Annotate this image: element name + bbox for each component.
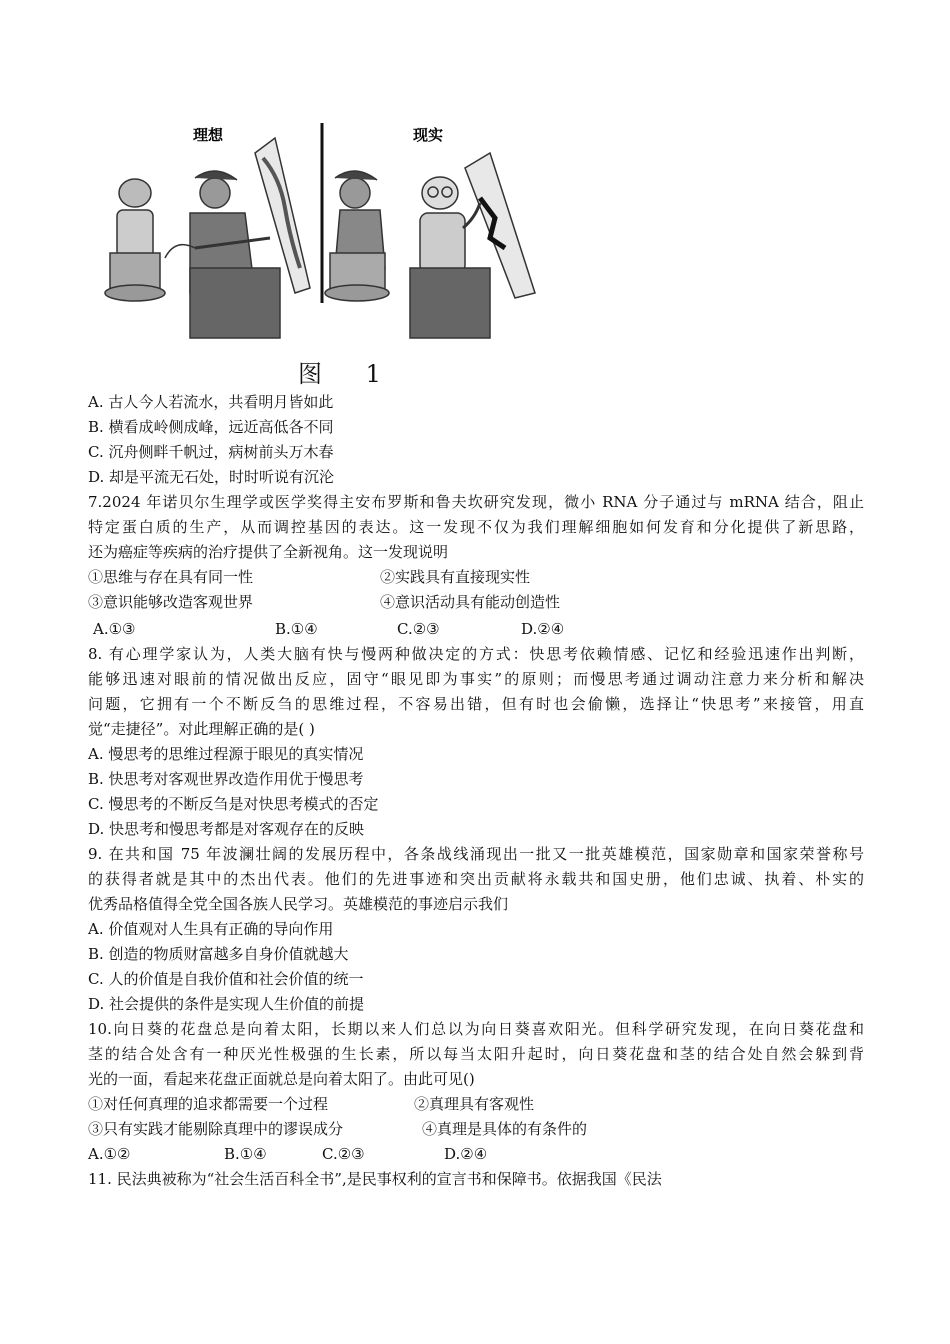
q7-stem-line-2: 特定蛋白质的生产，从而调控基因的表达。这一发现不仅为我们理解细胞如何发育和分化提供了新思路，	[88, 518, 864, 536]
cartoon-figure	[95, 118, 550, 348]
q9-stem-line-2: 的获得者就是其中的杰出代表。他们的先进事迹和突出贡献将永载共和国史册，他们忠诚、执着、朴实的	[88, 870, 864, 888]
q6-option-d: D. 却是平流无石处，时时听说有沉沦	[88, 468, 335, 486]
q7-choice-d: D.②④	[521, 620, 565, 638]
q7-stem-line-3: 还为癌症等疾病的治疗提供了全新视角。这一发现说明	[88, 543, 449, 561]
q9-stem-line-3: 优秀品格值得全党全国各族人民学习。英雄模范的事迹启示我们	[88, 895, 509, 913]
q10-item-3: ③只有实践才能剔除真理中的谬误成分	[88, 1120, 344, 1138]
q10-stem-line-2: 茎的结合处含有一种厌光性极强的生长素，所以每当太阳升起时，向日葵花盘和茎的结合处自然会躲到背	[88, 1045, 864, 1063]
q10-stem-line-1: 10.向日葵的花盘总是向着太阳，长期以来人们总以为向日葵喜欢阳光。但科学研究发现，在向日葵花盘和	[88, 1020, 864, 1038]
q10-choice-b: B.①④	[224, 1145, 267, 1163]
q10-choice-a: A.①②	[88, 1145, 131, 1163]
q7-choice-a: A.①③	[93, 620, 136, 638]
q8-option-b: B. 快思考对客观世界改造作用优于慢思考	[88, 770, 364, 788]
cartoon-illustration	[95, 118, 550, 348]
q8-stem-line-1: 8. 有心理学家认为，人类大脑有快与慢两种做决定的方式：快思考依赖情感、记忆和经验迅速作出判断，	[88, 645, 864, 663]
q6-option-a: A. 古人今人若流水，共看明月皆如此	[88, 393, 334, 411]
q8-option-a: A. 慢思考的思维过程源于眼见的真实情况	[88, 745, 364, 763]
q6-option-b: B. 横看成岭侧成峰，远近高低各不同	[88, 418, 334, 436]
right-panel	[325, 153, 535, 338]
figure-caption: 图 1	[298, 360, 399, 388]
right-label: 现实	[413, 126, 444, 144]
q10-item-2: ②真理具有客观性	[414, 1095, 535, 1113]
q9-stem-line-1: 9. 在共和国 75 年波澜壮阔的发展历程中，各条战线涌现出一批又一批英雄模范，国家勋章和国家荣誉称号	[88, 845, 864, 863]
q10-items-row-1	[88, 1092, 864, 1117]
q11-stem: 11. 民法典被称为“社会生活百科全书”,是民事权利的宣言书和保障书。依据我国《民法	[88, 1170, 662, 1188]
q10-choice-c: C.②③	[322, 1145, 365, 1163]
q10-choice-d: D.②④	[444, 1145, 488, 1163]
q7-items-row-1	[88, 565, 864, 590]
q8-stem-line-4: 觉“走捷径”。对此理解正确的是( )	[88, 720, 315, 738]
left-panel	[105, 138, 310, 338]
left-label: 理想	[193, 126, 224, 144]
q7-stem-line-1: 7.2024 年诺贝尔生理学或医学奖得主安布罗斯和鲁夫坎研究发现，微小 RNA 分子通过与 mRNA 结合，阻止	[88, 493, 864, 511]
q7-item-4: ④意识活动具有能动创造性	[380, 593, 561, 611]
q10-stem-line-3: 光的一面，看起来花盘正面就总是向着太阳了。由此可见()	[88, 1070, 475, 1088]
q8-stem-line-3: 问题，它拥有一个不断反刍的思维过程，不容易出错，但有时也会偷懒，选择让“快思考”来接管，用直	[88, 695, 864, 713]
q7-item-2: ②实践具有直接现实性	[380, 568, 531, 586]
q8-option-c: C. 慢思考的不断反刍是对快思考模式的否定	[88, 795, 379, 813]
q9-option-c: C. 人的价值是自我价值和社会价值的统一	[88, 970, 364, 988]
q9-option-a: A. 价值观对人生具有正确的导向作用	[88, 920, 334, 938]
q6-option-c: C. 沉舟侧畔千帆过，病树前头万木春	[88, 443, 334, 461]
q10-item-4: ④真理是具体的有条件的	[422, 1120, 588, 1138]
q10-items-row-2	[88, 1117, 864, 1142]
q7-item-1: ①思维与存在具有同一性	[88, 568, 254, 586]
q8-option-d: D. 快思考和慢思考都是对客观存在的反映	[88, 820, 365, 838]
q7-item-3: ③意识能够改造客观世界	[88, 593, 254, 611]
q7-choice-b: B.①④	[275, 620, 318, 638]
q7-items-row-2	[88, 590, 864, 615]
q9-option-d: D. 社会提供的条件是实现人生价值的前提	[88, 995, 365, 1013]
q7-choice-c: C.②③	[397, 620, 440, 638]
q10-item-1: ①对任何真理的追求都需要一个过程	[88, 1095, 329, 1113]
q9-option-b: B. 创造的物质财富越多自身价值就越大	[88, 945, 349, 963]
q8-stem-line-2: 能够迅速对眼前的情况做出反应，固守“眼见即为事实”的原则；而慢思考通过调动注意力来分析和解决	[88, 670, 864, 688]
